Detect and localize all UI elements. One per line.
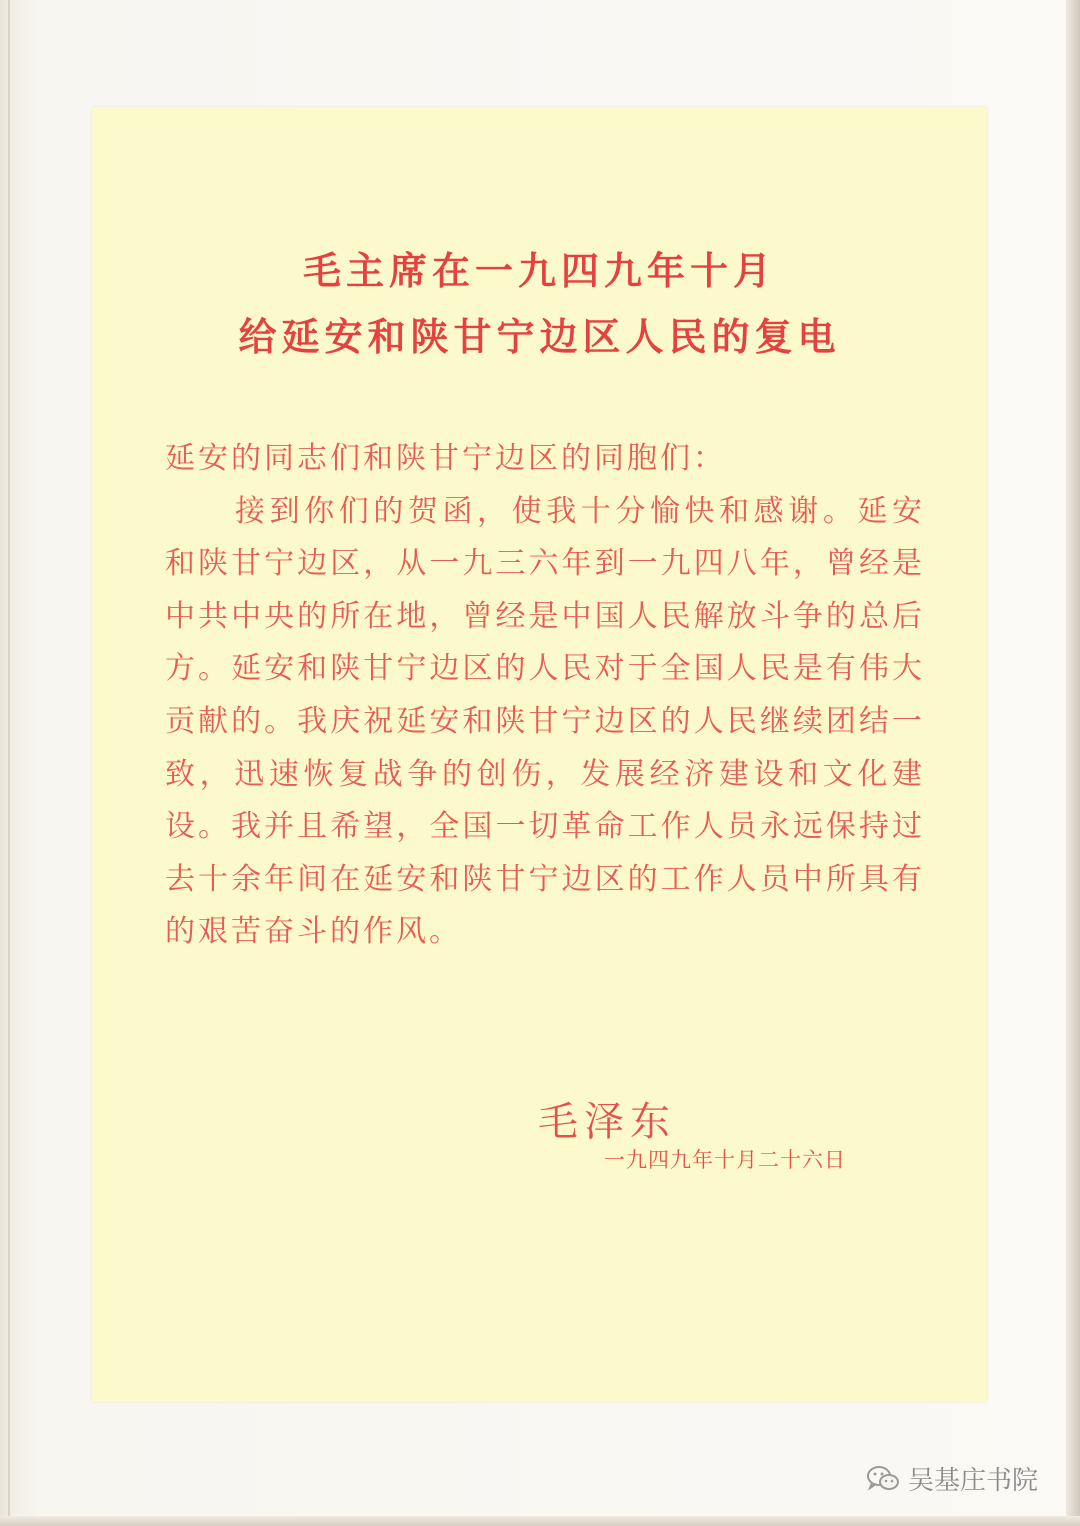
salutation: 延安的同志们和陕甘宁边区的同胞们： xyxy=(165,441,726,476)
page-gutter xyxy=(8,0,10,1526)
title-line-2: 给延安和陕甘宁边区人民的复电 xyxy=(238,315,841,359)
letter-paragraph: 接到你们的贺函，使我十分愉快和感谢。延安和陕甘宁边区，从一九三六年到一九四八年，曾经是中共中央的所在地，曾经是中国人民解放斗争的总后方。延安和陕甘宁边区的人民对于全国人民是有伟大贡献的。我庆祝延安和陕甘宁边区的人民继续团结一致，迅速恢复战争的创伤，发展经济建设和文化建设。我并且希望，全国一切革命工作人员永远保持过去十余年间在延安和陕甘宁边区的工作人员中所具有的艰苦奋斗的作风。 xyxy=(165,493,925,950)
signature: 毛泽东 xyxy=(538,1099,676,1145)
letter-body xyxy=(165,433,925,959)
page-bottom-edge xyxy=(0,1516,1080,1526)
letter-date: 一九四九年十月二十六日 xyxy=(604,1148,846,1172)
title-line-1: 毛主席在一九四九年十月 xyxy=(302,249,776,293)
page-right-edge xyxy=(1066,0,1080,1526)
wechat-icon xyxy=(866,1465,900,1493)
watermark xyxy=(866,1460,1038,1497)
watermark-text: 吴基庄书院 xyxy=(908,1466,1039,1496)
